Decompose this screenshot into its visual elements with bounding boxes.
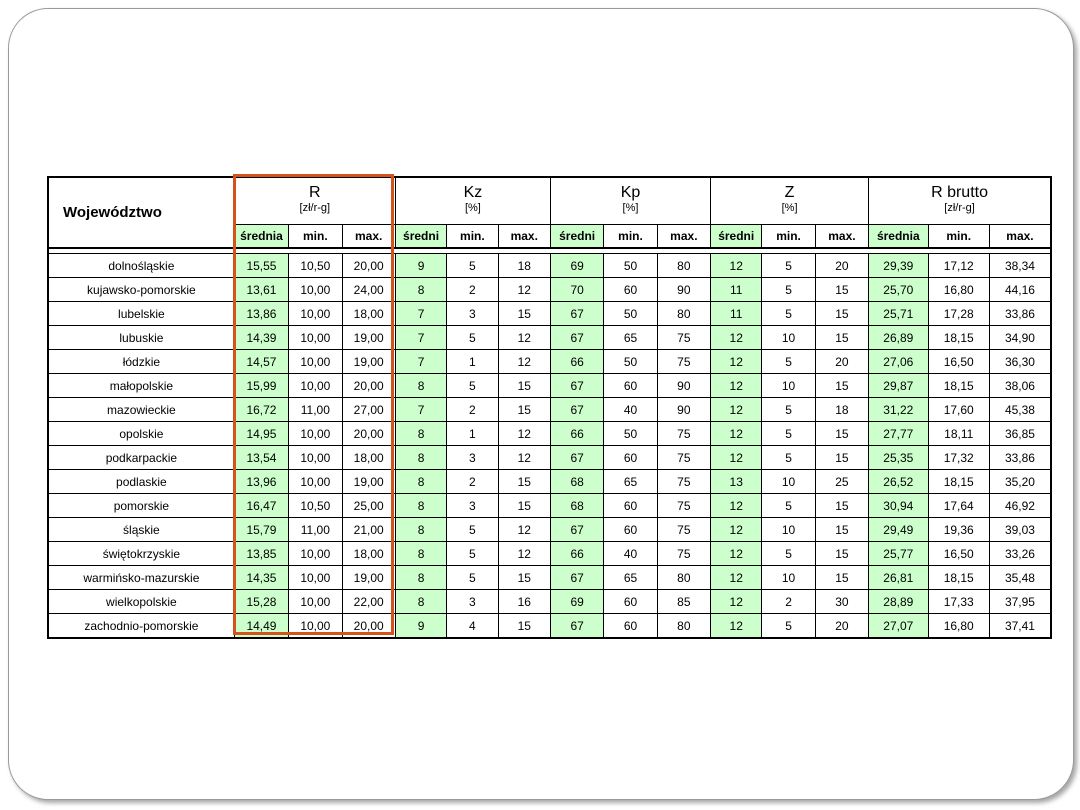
value-cell: 15	[815, 422, 868, 446]
value-cell: 67	[550, 614, 603, 639]
value-cell: 17,64	[928, 494, 989, 518]
group-unit-z: [%]	[711, 202, 869, 225]
value-cell: 18,15	[928, 566, 989, 590]
region-name-cell: wielkopolskie	[48, 590, 234, 614]
value-cell: 16,50	[928, 542, 989, 566]
value-cell: 10,00	[289, 374, 342, 398]
region-name-cell: zachodnio-pomorskie	[48, 614, 234, 639]
table-row	[48, 254, 1051, 278]
value-cell: 10,00	[289, 326, 342, 350]
value-cell: 17,32	[928, 446, 989, 470]
region-name-cell: świętokrzyskie	[48, 542, 234, 566]
value-cell: 60	[604, 614, 657, 639]
value-cell: 5	[762, 254, 815, 278]
value-cell: 50	[604, 422, 657, 446]
value-cell: 19,00	[342, 470, 395, 494]
value-cell: 46,92	[989, 494, 1051, 518]
value-cell: 17,33	[928, 590, 989, 614]
region-name-cell: małopolskie	[48, 374, 234, 398]
value-cell: 15	[498, 398, 550, 422]
value-cell: 67	[550, 398, 603, 422]
value-cell: 12	[498, 542, 550, 566]
value-cell: 66	[550, 542, 603, 566]
value-cell: 7	[395, 350, 446, 374]
value-cell: 10	[762, 374, 815, 398]
value-cell: 18	[815, 398, 868, 422]
value-cell: 9	[395, 254, 446, 278]
subheader-0-0: średnia	[234, 225, 288, 249]
value-cell: 37,41	[989, 614, 1051, 639]
value-cell: 10,50	[289, 494, 342, 518]
value-cell: 60	[604, 590, 657, 614]
value-cell: 12	[711, 566, 762, 590]
value-cell: 16,80	[928, 278, 989, 302]
value-cell: 65	[604, 326, 657, 350]
value-cell: 7	[395, 398, 446, 422]
value-cell: 60	[604, 446, 657, 470]
value-cell: 27,00	[342, 398, 395, 422]
subheader-1-1: min.	[447, 225, 498, 249]
value-cell: 15,28	[234, 590, 288, 614]
value-cell: 10,50	[289, 254, 342, 278]
value-cell: 18,15	[928, 470, 989, 494]
value-cell: 12	[711, 518, 762, 542]
value-cell: 60	[604, 374, 657, 398]
value-cell: 5	[762, 542, 815, 566]
group-unit-kp: [%]	[550, 202, 710, 225]
table-row	[48, 350, 1051, 374]
value-cell: 75	[657, 494, 710, 518]
table-row	[48, 470, 1051, 494]
group-unit-kz: [%]	[395, 202, 550, 225]
value-cell: 5	[762, 446, 815, 470]
value-cell: 10,00	[289, 542, 342, 566]
value-cell: 17,60	[928, 398, 989, 422]
value-cell: 12	[711, 614, 762, 639]
value-cell: 25	[815, 470, 868, 494]
value-cell: 12	[711, 494, 762, 518]
value-cell: 2	[762, 590, 815, 614]
value-cell: 90	[657, 398, 710, 422]
value-cell: 12	[711, 326, 762, 350]
value-cell: 5	[762, 398, 815, 422]
value-cell: 17,28	[928, 302, 989, 326]
region-name-cell: podlaskie	[48, 470, 234, 494]
value-cell: 75	[657, 326, 710, 350]
table-row	[48, 494, 1051, 518]
region-name-cell: pomorskie	[48, 494, 234, 518]
value-cell: 29,87	[869, 374, 928, 398]
subheader-4-2: max.	[989, 225, 1051, 249]
value-cell: 20,00	[342, 254, 395, 278]
value-cell: 15	[498, 614, 550, 639]
value-cell: 15	[815, 446, 868, 470]
value-cell: 8	[395, 566, 446, 590]
value-cell: 10,00	[289, 302, 342, 326]
table-row	[48, 398, 1051, 422]
value-cell: 26,52	[869, 470, 928, 494]
region-name-cell: warmińsko-mazurskie	[48, 566, 234, 590]
region-name-cell: mazowieckie	[48, 398, 234, 422]
value-cell: 15	[498, 470, 550, 494]
region-column-header: Województwo	[48, 177, 234, 248]
region-name-cell: opolskie	[48, 422, 234, 446]
subheader-2-2: max.	[657, 225, 710, 249]
value-cell: 14,39	[234, 326, 288, 350]
value-cell: 18,00	[342, 542, 395, 566]
value-cell: 15	[815, 302, 868, 326]
value-cell: 3	[447, 494, 498, 518]
value-cell: 13,96	[234, 470, 288, 494]
value-cell: 60	[604, 518, 657, 542]
value-cell: 8	[395, 446, 446, 470]
value-cell: 15	[498, 374, 550, 398]
value-cell: 10,00	[289, 614, 342, 639]
value-cell: 65	[604, 566, 657, 590]
value-cell: 10	[762, 566, 815, 590]
region-name-cell: lubelskie	[48, 302, 234, 326]
table-row	[48, 302, 1051, 326]
value-cell: 16,80	[928, 614, 989, 639]
value-cell: 5	[762, 422, 815, 446]
value-cell: 15	[815, 518, 868, 542]
group-header-kp: Kp	[550, 177, 710, 202]
value-cell: 80	[657, 254, 710, 278]
value-cell: 67	[550, 326, 603, 350]
value-cell: 35,20	[989, 470, 1051, 494]
value-cell: 20,00	[342, 374, 395, 398]
value-cell: 11	[711, 278, 762, 302]
table-row	[48, 542, 1051, 566]
value-cell: 14,49	[234, 614, 288, 639]
value-cell: 8	[395, 542, 446, 566]
value-cell: 15,99	[234, 374, 288, 398]
value-cell: 15,55	[234, 254, 288, 278]
value-cell: 29,39	[869, 254, 928, 278]
value-cell: 20	[815, 614, 868, 639]
table-row	[48, 566, 1051, 590]
value-cell: 15	[815, 326, 868, 350]
value-cell: 25,00	[342, 494, 395, 518]
value-cell: 7	[395, 302, 446, 326]
value-cell: 15	[815, 566, 868, 590]
value-cell: 75	[657, 542, 710, 566]
value-cell: 16	[498, 590, 550, 614]
table-row	[48, 518, 1051, 542]
value-cell: 12	[498, 518, 550, 542]
value-cell: 13,85	[234, 542, 288, 566]
value-cell: 40	[604, 398, 657, 422]
value-cell: 12	[498, 446, 550, 470]
value-cell: 20	[815, 350, 868, 374]
value-cell: 18,00	[342, 302, 395, 326]
value-cell: 10,00	[289, 446, 342, 470]
value-cell: 5	[447, 542, 498, 566]
value-cell: 80	[657, 566, 710, 590]
value-cell: 44,16	[989, 278, 1051, 302]
value-cell: 34,90	[989, 326, 1051, 350]
value-cell: 5	[447, 518, 498, 542]
value-cell: 75	[657, 350, 710, 374]
value-cell: 16,50	[928, 350, 989, 374]
value-cell: 33,86	[989, 302, 1051, 326]
value-cell: 5	[447, 326, 498, 350]
value-cell: 10,00	[289, 470, 342, 494]
value-cell: 60	[604, 278, 657, 302]
value-cell: 10,00	[289, 350, 342, 374]
value-cell: 28,89	[869, 590, 928, 614]
value-cell: 65	[604, 470, 657, 494]
value-cell: 8	[395, 470, 446, 494]
value-cell: 12	[498, 350, 550, 374]
value-cell: 5	[762, 350, 815, 374]
value-cell: 12	[711, 350, 762, 374]
value-cell: 75	[657, 470, 710, 494]
value-cell: 10	[762, 326, 815, 350]
value-cell: 67	[550, 518, 603, 542]
value-cell: 13,54	[234, 446, 288, 470]
value-cell: 18,15	[928, 374, 989, 398]
group-header-z: Z	[711, 177, 869, 202]
group-unit-r-brutto: [zł/r-g]	[869, 202, 1051, 225]
value-cell: 15	[498, 566, 550, 590]
value-cell: 39,03	[989, 518, 1051, 542]
value-cell: 8	[395, 590, 446, 614]
region-name-cell: śląskie	[48, 518, 234, 542]
value-cell: 4	[447, 614, 498, 639]
value-cell: 67	[550, 374, 603, 398]
value-cell: 75	[657, 518, 710, 542]
region-name-cell: łódzkie	[48, 350, 234, 374]
value-cell: 12	[498, 278, 550, 302]
value-cell: 26,89	[869, 326, 928, 350]
value-cell: 90	[657, 278, 710, 302]
value-cell: 10	[762, 470, 815, 494]
value-cell: 68	[550, 494, 603, 518]
table-row	[48, 374, 1051, 398]
value-cell: 5	[447, 566, 498, 590]
value-cell: 14,57	[234, 350, 288, 374]
value-cell: 18,15	[928, 326, 989, 350]
value-cell: 25,77	[869, 542, 928, 566]
value-cell: 8	[395, 422, 446, 446]
value-cell: 10,00	[289, 422, 342, 446]
value-cell: 36,85	[989, 422, 1051, 446]
value-cell: 13	[711, 470, 762, 494]
value-cell: 68	[550, 470, 603, 494]
value-cell: 25,71	[869, 302, 928, 326]
value-cell: 19,00	[342, 326, 395, 350]
value-cell: 12	[498, 326, 550, 350]
value-cell: 21,00	[342, 518, 395, 542]
value-cell: 2	[447, 278, 498, 302]
subheader-2-1: min.	[604, 225, 657, 249]
value-cell: 67	[550, 566, 603, 590]
value-cell: 5	[762, 302, 815, 326]
value-cell: 12	[711, 446, 762, 470]
value-cell: 25,35	[869, 446, 928, 470]
value-cell: 3	[447, 446, 498, 470]
subheader-1-2: max.	[498, 225, 550, 249]
value-cell: 1	[447, 350, 498, 374]
value-cell: 15,79	[234, 518, 288, 542]
value-cell: 70	[550, 278, 603, 302]
value-cell: 18,00	[342, 446, 395, 470]
value-cell: 60	[604, 494, 657, 518]
value-cell: 5	[762, 278, 815, 302]
value-cell: 27,07	[869, 614, 928, 639]
value-cell: 20,00	[342, 614, 395, 639]
value-cell: 38,06	[989, 374, 1051, 398]
subheader-4-0: średnia	[869, 225, 928, 249]
value-cell: 40	[604, 542, 657, 566]
value-cell: 25,70	[869, 278, 928, 302]
value-cell: 26,81	[869, 566, 928, 590]
value-cell: 5	[762, 614, 815, 639]
value-cell: 20	[815, 254, 868, 278]
value-cell: 75	[657, 446, 710, 470]
value-cell: 12	[498, 422, 550, 446]
table-row	[48, 326, 1051, 350]
value-cell: 15	[498, 494, 550, 518]
region-name-cell: dolnośląskie	[48, 254, 234, 278]
table-row	[48, 422, 1051, 446]
value-cell: 8	[395, 278, 446, 302]
value-cell: 16,72	[234, 398, 288, 422]
value-cell: 1	[447, 422, 498, 446]
value-cell: 33,86	[989, 446, 1051, 470]
region-name-cell: kujawsko-pomorskie	[48, 278, 234, 302]
value-cell: 18,11	[928, 422, 989, 446]
value-cell: 85	[657, 590, 710, 614]
value-cell: 3	[447, 590, 498, 614]
value-cell: 36,30	[989, 350, 1051, 374]
region-name-cell: lubuskie	[48, 326, 234, 350]
subheader-3-0: średni	[711, 225, 762, 249]
subheader-0-2: max.	[342, 225, 395, 249]
value-cell: 2	[447, 470, 498, 494]
value-cell: 50	[604, 350, 657, 374]
value-cell: 35,48	[989, 566, 1051, 590]
value-cell: 10,00	[289, 278, 342, 302]
subheader-4-1: min.	[928, 225, 989, 249]
value-cell: 27,77	[869, 422, 928, 446]
value-cell: 11,00	[289, 518, 342, 542]
value-cell: 12	[711, 374, 762, 398]
value-cell: 80	[657, 614, 710, 639]
value-cell: 19,00	[342, 566, 395, 590]
value-cell: 29,49	[869, 518, 928, 542]
subheader-0-1: min.	[289, 225, 342, 249]
value-cell: 13,86	[234, 302, 288, 326]
value-cell: 5	[447, 374, 498, 398]
value-cell: 15	[815, 542, 868, 566]
group-header-r-brutto: R brutto	[869, 177, 1051, 202]
subheader-1-0: średni	[395, 225, 446, 249]
region-name-cell: podkarpackie	[48, 446, 234, 470]
value-cell: 12	[711, 398, 762, 422]
value-cell: 7	[395, 326, 446, 350]
value-cell: 19,00	[342, 350, 395, 374]
group-header-r: R	[234, 177, 395, 202]
value-cell: 24,00	[342, 278, 395, 302]
value-cell: 8	[395, 494, 446, 518]
group-unit-r: [zł/r-g]	[234, 202, 395, 225]
value-cell: 30	[815, 590, 868, 614]
subheader-3-2: max.	[815, 225, 868, 249]
value-cell: 69	[550, 590, 603, 614]
value-cell: 30,94	[869, 494, 928, 518]
value-cell: 11	[711, 302, 762, 326]
value-cell: 15	[498, 302, 550, 326]
value-cell: 14,95	[234, 422, 288, 446]
value-cell: 37,95	[989, 590, 1051, 614]
value-cell: 12	[711, 254, 762, 278]
table-row	[48, 590, 1051, 614]
table-row	[48, 278, 1051, 302]
value-cell: 18	[498, 254, 550, 278]
value-cell: 10	[762, 518, 815, 542]
value-cell: 17,12	[928, 254, 989, 278]
value-cell: 75	[657, 422, 710, 446]
group-header-kz: Kz	[395, 177, 550, 202]
value-cell: 10,00	[289, 566, 342, 590]
value-cell: 20,00	[342, 422, 395, 446]
value-cell: 15	[815, 374, 868, 398]
value-cell: 10,00	[289, 590, 342, 614]
value-cell: 66	[550, 422, 603, 446]
value-cell: 67	[550, 446, 603, 470]
value-cell: 45,38	[989, 398, 1051, 422]
value-cell: 5	[447, 254, 498, 278]
value-cell: 12	[711, 542, 762, 566]
table-row	[48, 614, 1051, 639]
value-cell: 27,06	[869, 350, 928, 374]
value-cell: 31,22	[869, 398, 928, 422]
value-cell: 14,35	[234, 566, 288, 590]
value-cell: 15	[815, 494, 868, 518]
subheader-2-0: średni	[550, 225, 603, 249]
table-row	[48, 446, 1051, 470]
subheader-3-1: min.	[762, 225, 815, 249]
value-cell: 9	[395, 614, 446, 639]
value-cell: 50	[604, 254, 657, 278]
value-cell: 12	[711, 422, 762, 446]
value-cell: 2	[447, 398, 498, 422]
value-cell: 12	[711, 590, 762, 614]
value-cell: 22,00	[342, 590, 395, 614]
value-cell: 67	[550, 302, 603, 326]
value-cell: 33,26	[989, 542, 1051, 566]
value-cell: 66	[550, 350, 603, 374]
wage-table	[47, 176, 1052, 639]
value-cell: 8	[395, 374, 446, 398]
value-cell: 15	[815, 278, 868, 302]
value-cell: 16,47	[234, 494, 288, 518]
value-cell: 69	[550, 254, 603, 278]
value-cell: 90	[657, 374, 710, 398]
value-cell: 5	[762, 494, 815, 518]
value-cell: 3	[447, 302, 498, 326]
value-cell: 8	[395, 518, 446, 542]
value-cell: 13,61	[234, 278, 288, 302]
value-cell: 38,34	[989, 254, 1051, 278]
value-cell: 80	[657, 302, 710, 326]
value-cell: 50	[604, 302, 657, 326]
value-cell: 19,36	[928, 518, 989, 542]
value-cell: 11,00	[289, 398, 342, 422]
